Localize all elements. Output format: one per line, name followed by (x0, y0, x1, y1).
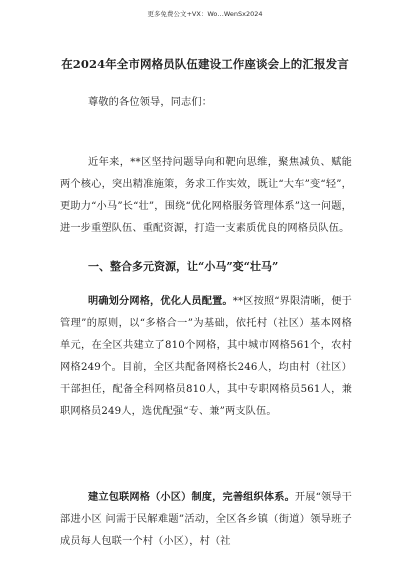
greeting: 尊敬的各位领导，同志们： (88, 97, 213, 108)
header-note: 更多免费公文+VX：Wo…WenSx2024 (147, 10, 263, 18)
paragraph-1-body: **区按照“界限清晰，便于管理”的原则，以“多格合一”为基础，依托村（社区）基本网格单元，在全区共建立了810个网格，其中城市网格561个，农村网格249个。目前，全区共配备网格长246人，均由村（社区）干部担任，配备全科网格员810人，其中专职网格员561人，兼职网格员249人，选优配强“专、兼”两支队伍。 (60, 296, 352, 417)
document-title: 在2024年全市网格员队伍建设工作座谈会上的汇报发言 (61, 57, 349, 71)
intro-paragraph: 近年来，**区坚持问题导向和靶向思维，聚焦减负、赋能两个核心，突出精准施策，务求工作实效，既让“大车”变“轻”，更助力“小马”长“壮”，围绕“优化网格服务管理体系”这一问题，进一步重塑队伍、重配资源，打造一支素质优良的网格员队伍。 (60, 157, 352, 234)
paragraph-2-body: 开展“领导干部进小区 问需于民解难题”活动，全区各乡镇（街道）领导班子成员每人包联一个村（小区），村（社 (60, 492, 353, 547)
paragraph-2-lead: 建立包联网格（小区）制度，完善组织体系。 (88, 491, 295, 503)
section-1-heading: 一、整合多元资源，让“小马”变“壮马” (88, 260, 279, 273)
paragraph-1-lead: 明确划分网格，优化人员配置。 (88, 295, 233, 307)
paragraph-2 (60, 486, 352, 553)
paragraph-1 (60, 290, 352, 423)
